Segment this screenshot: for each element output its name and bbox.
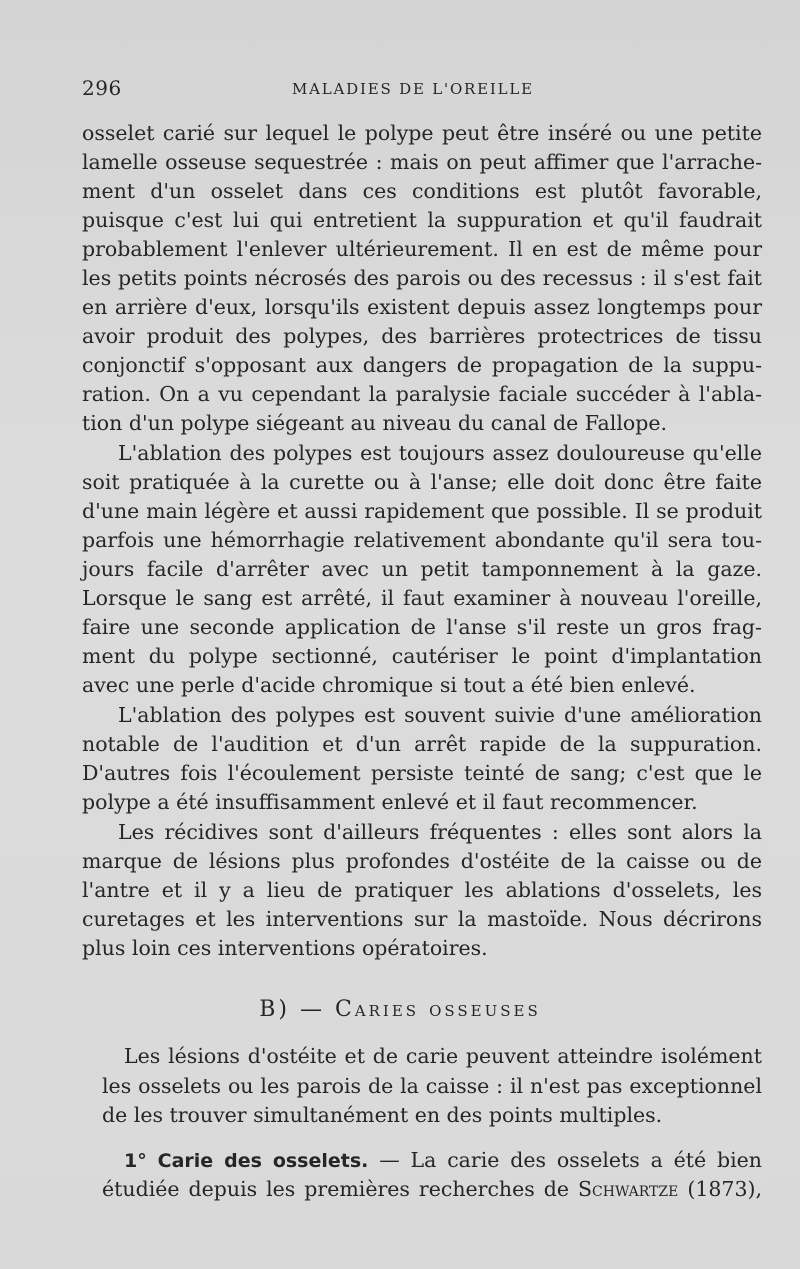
text-line: ment du polype sectionné, cautériser le point d'implantation xyxy=(82,644,762,668)
text-line: avoir produit des polypes, des barrières protectrices de tissu xyxy=(82,324,762,348)
text-line: les osselets ou les parois de la caisse : il n'est pas exceptionnel xyxy=(102,1074,762,1098)
author-name: Schwartze xyxy=(577,1177,679,1201)
paragraph-first-line: L'ablation des polypes est toujours assez douloureuse qu'elle xyxy=(118,441,762,465)
text-line: d'une main légère et aussi rapidement que possible. Il se produit xyxy=(82,499,762,523)
text-line: D'autres fois l'écoulement persiste teinté de sang; c'est que le xyxy=(82,761,762,785)
subsection-lead-in: 1° Carie des osselets. xyxy=(124,1150,369,1172)
subsection-first-line xyxy=(124,1145,762,1175)
section-heading xyxy=(0,997,800,1022)
paragraph-first-line: L'ablation des polypes est souvent suivie d'une amélioration xyxy=(118,703,762,727)
text-line: tion d'un polype siégeant au niveau du canal de Fallope. xyxy=(82,411,668,435)
running-head xyxy=(82,76,762,106)
paragraph-first-line: Les lésions d'ostéite et de carie peuvent atteindre isolément xyxy=(124,1044,762,1068)
text-line xyxy=(102,1174,762,1204)
text-line: les petits points nécrosés des parois ou des recessus : il s'est fait xyxy=(82,266,762,290)
text-fragment: — La carie des osselets a été bien xyxy=(368,1148,762,1172)
text-line: notable de l'audition et d'un arrêt rapide de la suppuration. xyxy=(82,732,762,756)
text-line: osselet carié sur lequel le polype peut être inséré ou une petite xyxy=(82,121,762,145)
text-line: en arrière d'eux, lorsqu'ils existent depuis assez longtemps pour xyxy=(82,295,762,319)
text-line: soit pratiquée à la curette ou à l'anse; elle doit donc être faite xyxy=(82,470,762,494)
text-line: conjonctif s'opposant aux dangers de propagation de la suppu- xyxy=(82,353,762,377)
text-line: puisque c'est lui qui entretient la suppuration et qu'il faudrait xyxy=(82,208,762,232)
text-line: faire une seconde application de l'anse s'il reste un gros frag- xyxy=(82,615,762,639)
section-heading-title: Caries osseuses xyxy=(334,997,541,1022)
page-number: 296 xyxy=(82,76,122,100)
text-line: de les trouver simultanément en des points multiples. xyxy=(102,1103,663,1127)
text-line: probablement l'enlever ultérieurement. Il en est de même pour xyxy=(82,237,762,261)
text-line: l'antre et il y a lieu de pratiquer les ablations d'osselets, les xyxy=(82,878,762,902)
text-line: avec une perle d'acide chromique si tout a été bien enlevé. xyxy=(82,673,696,697)
paragraph-first-line: Les récidives sont d'ailleurs fréquentes : elles sont alors la xyxy=(118,820,762,844)
running-title: MALADIES DE L'OREILLE xyxy=(292,80,534,98)
text-line: ration. On a vu cependant la paralysie faciale succéder à l'abla- xyxy=(82,382,762,406)
section-heading-prefix: B) — xyxy=(259,997,335,1022)
text-line: lamelle osseuse sequestrée : mais on peut affimer que l'arrache- xyxy=(82,150,762,174)
text-fragment: étudiée depuis les premières recherches de xyxy=(102,1177,578,1201)
text-line: Lorsque le sang est arrêté, il faut examiner à nouveau l'oreille, xyxy=(82,586,762,610)
text-line: polype a été insuffisamment enlevé et il faut recommencer. xyxy=(82,790,698,814)
text-line: parfois une hémorrhagie relativement abondante qu'il sera tou- xyxy=(82,528,762,552)
text-line: curetages et les interventions sur la mastoïde. Nous décrirons xyxy=(82,907,762,931)
text-line: ment d'un osselet dans ces conditions est plutôt favorable, xyxy=(82,179,762,203)
text-line: plus loin ces interventions opératoires. xyxy=(82,936,488,960)
text-fragment: (1873), xyxy=(678,1177,762,1201)
text-line: jours facile d'arrêter avec un petit tamponnement à la gaze. xyxy=(82,557,762,581)
text-line: marque de lésions plus profondes d'ostéite de la caisse ou de xyxy=(82,849,762,873)
